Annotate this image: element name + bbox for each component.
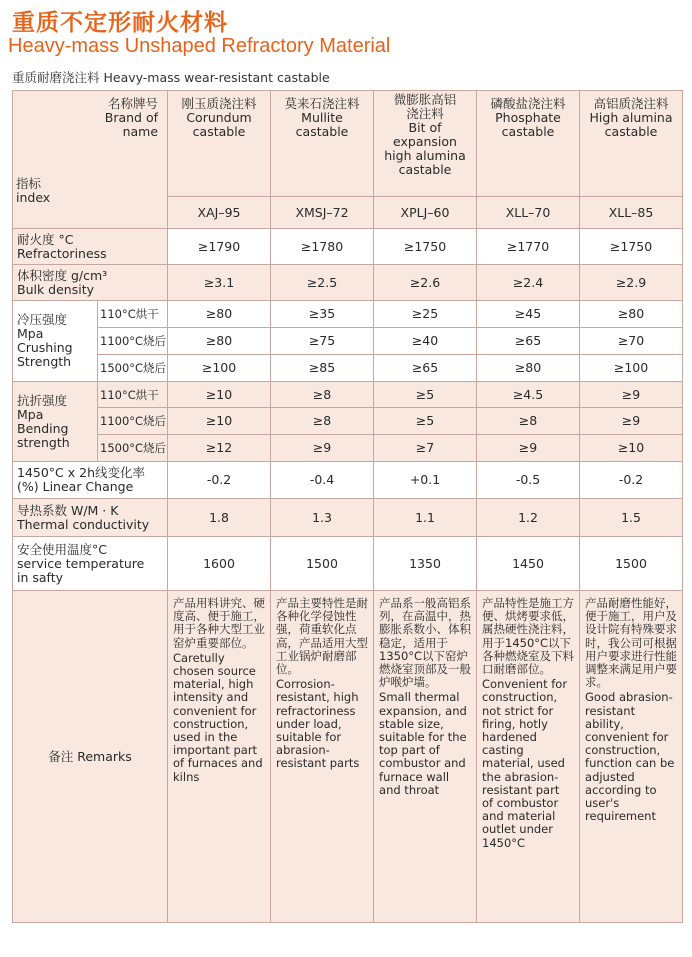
product-code: XLL–70	[477, 197, 580, 229]
brand-label: 名称牌号 Brand of name	[104, 96, 159, 139]
value-cell: ≥5	[374, 408, 477, 435]
value-cell: 1.3	[271, 499, 374, 537]
value-cell: 1500	[580, 537, 683, 591]
product-name: 高铝质浇注料 High alumina castable	[580, 91, 683, 197]
product-name: 莫来石浇注料 Mullite castable	[271, 91, 374, 197]
row-remarks	[13, 591, 683, 923]
remark-cell: 产品系一般高铝系列，在高温中，热膨胀系数小、体积稳定，适用于1350°C以下窑炉燃烧室顶部及一般炉喉炉墙。 Small thermal expansion, and stable size, suitable for the top part of combustor and furnace wall and throat	[374, 591, 477, 923]
value-cell: ≥12	[168, 435, 271, 462]
value-cell: ≥5	[374, 382, 477, 408]
row-label: 体积密度 g/cm³ Bulk density	[13, 265, 168, 301]
value-cell: ≥25	[374, 301, 477, 328]
value-cell: ≥35	[271, 301, 374, 328]
product-code: XMSJ–72	[271, 197, 374, 229]
value-cell: 1350	[374, 537, 477, 591]
value-cell: ≥80	[168, 328, 271, 355]
value-cell: -0.4	[271, 462, 374, 499]
value-cell: ≥9	[580, 382, 683, 408]
condition-label: 110°C烘干	[98, 301, 168, 328]
row-bending-110	[13, 382, 683, 408]
value-cell: ≥8	[271, 408, 374, 435]
specification-table	[12, 90, 683, 923]
value-cell: ≥1750	[580, 229, 683, 265]
value-cell: ≥75	[271, 328, 374, 355]
value-cell: +0.1	[374, 462, 477, 499]
header-corner	[13, 91, 168, 229]
page-title-cn: 重质不定形耐火材料	[12, 10, 228, 36]
value-cell: ≥10	[168, 382, 271, 408]
value-cell: ≥1750	[374, 229, 477, 265]
product-code: XLL–85	[580, 197, 683, 229]
value-cell: ≥100	[168, 355, 271, 382]
value-cell: 1600	[168, 537, 271, 591]
value-cell: 1.1	[374, 499, 477, 537]
value-cell: ≥4.5	[477, 382, 580, 408]
remark-cell: 产品特性是施工方便、烘烤要求低，属热硬性浇注料，用于1450°C以下各种燃烧室及下料口耐磨部位。 Convenient for construction, not strict for firing, hotly hardened casting material, used the abrasion-resistant part of combustor and material outlet under 1450°C	[477, 591, 580, 923]
row-label: 导热系数 W/M · K Thermal conductivity	[13, 499, 168, 537]
product-name: 磷酸盐浇注料 Phosphate castable	[477, 91, 580, 197]
condition-label: 1100°C烧后	[98, 408, 168, 435]
remarks-label: 备注 Remarks	[13, 591, 168, 923]
product-code: XAJ–95	[168, 197, 271, 229]
row-bulk-density	[13, 265, 683, 301]
value-cell: ≥10	[168, 408, 271, 435]
condition-label: 110°C烘干	[98, 382, 168, 408]
row-bending-1100	[13, 408, 683, 435]
value-cell: ≥9	[580, 408, 683, 435]
value-cell: ≥80	[477, 355, 580, 382]
value-cell: ≥2.5	[271, 265, 374, 301]
value-cell: ≥9	[477, 435, 580, 462]
value-cell: ≥80	[580, 301, 683, 328]
value-cell: ≥45	[477, 301, 580, 328]
value-cell: ≥65	[374, 355, 477, 382]
value-cell: ≥3.1	[168, 265, 271, 301]
condition-label: 1500°C烧后	[98, 355, 168, 382]
condition-label: 1100°C烧后	[98, 328, 168, 355]
value-cell: ≥8	[477, 408, 580, 435]
product-name: 微膨胀高铝 浇注料 Bit of expansion high alumina castable	[374, 91, 477, 197]
value-cell: 1.8	[168, 499, 271, 537]
row-label: 1450°C x 2h线变化率 (%) Linear Change	[13, 462, 168, 499]
condition-label: 1500°C烧后	[98, 435, 168, 462]
section-title: 重质耐磨浇注料 Heavy-mass wear-resistant castable	[12, 70, 330, 85]
product-code: XPLJ–60	[374, 197, 477, 229]
row-service-temperature	[13, 537, 683, 591]
value-cell: 1500	[271, 537, 374, 591]
row-refractoriness	[13, 229, 683, 265]
row-thermal-conductivity	[13, 499, 683, 537]
value-cell: ≥70	[580, 328, 683, 355]
remark-cell: 产品主要特性是耐各种化学侵蚀性强，荷重软化点高，产品适用大型工业锅炉耐磨部位。 Corrosion-resistant, high refractoriness under load, suitable for abrasion-resistant parts	[271, 591, 374, 923]
value-cell: ≥8	[271, 382, 374, 408]
header-row	[13, 91, 683, 197]
value-cell: 1450	[477, 537, 580, 591]
value-cell: ≥80	[168, 301, 271, 328]
value-cell: ≥2.9	[580, 265, 683, 301]
value-cell: ≥2.6	[374, 265, 477, 301]
row-label: 耐火度 °C Refractoriness	[13, 229, 168, 265]
value-cell: -0.2	[580, 462, 683, 499]
value-cell: ≥1790	[168, 229, 271, 265]
value-cell: ≥10	[580, 435, 683, 462]
value-cell: ≥40	[374, 328, 477, 355]
remark-cell: 产品用料讲究、硬度高、便于施工，用于各种大型工业窑炉重要部位。 Caretully chosen source material, high intensity and convenient for construction, used in the important part of furnaces and kilns	[168, 591, 271, 923]
value-cell: ≥85	[271, 355, 374, 382]
page-title-en: Heavy-mass Unshaped Refractory Material	[8, 35, 391, 57]
value-cell: ≥9	[271, 435, 374, 462]
value-cell: ≥100	[580, 355, 683, 382]
row-bending-1500	[13, 435, 683, 462]
value-cell: 1.2	[477, 499, 580, 537]
value-cell: ≥65	[477, 328, 580, 355]
value-cell: ≥2.4	[477, 265, 580, 301]
value-cell: -0.5	[477, 462, 580, 499]
row-crushing-1500	[13, 355, 683, 382]
value-cell: ≥1780	[271, 229, 374, 265]
product-name: 刚玉质浇注料 Corundum castable	[168, 91, 271, 197]
row-crushing-110	[13, 301, 683, 328]
row-crushing-1100	[13, 328, 683, 355]
value-cell: -0.2	[168, 462, 271, 499]
value-cell: ≥7	[374, 435, 477, 462]
row-linear-change	[13, 462, 683, 499]
row-label: 抗折强度 Mpa Bending strength	[13, 382, 98, 462]
value-cell: ≥1770	[477, 229, 580, 265]
value-cell: 1.5	[580, 499, 683, 537]
row-label: 安全使用温度°C service temperature in safty	[13, 537, 168, 591]
row-label: 冷压强度 Mpa Crushing Strength	[13, 301, 98, 382]
index-label: 指标 index	[16, 176, 51, 205]
remark-cell: 产品耐磨性能好，便于施工，用户及设计院有特殊要求时，我公司可根据用户要求进行性能调整来满足用户要求。 Good abrasion-resistant ability, convenient for construction, function can be adjusted according to user's requirement	[580, 591, 683, 923]
